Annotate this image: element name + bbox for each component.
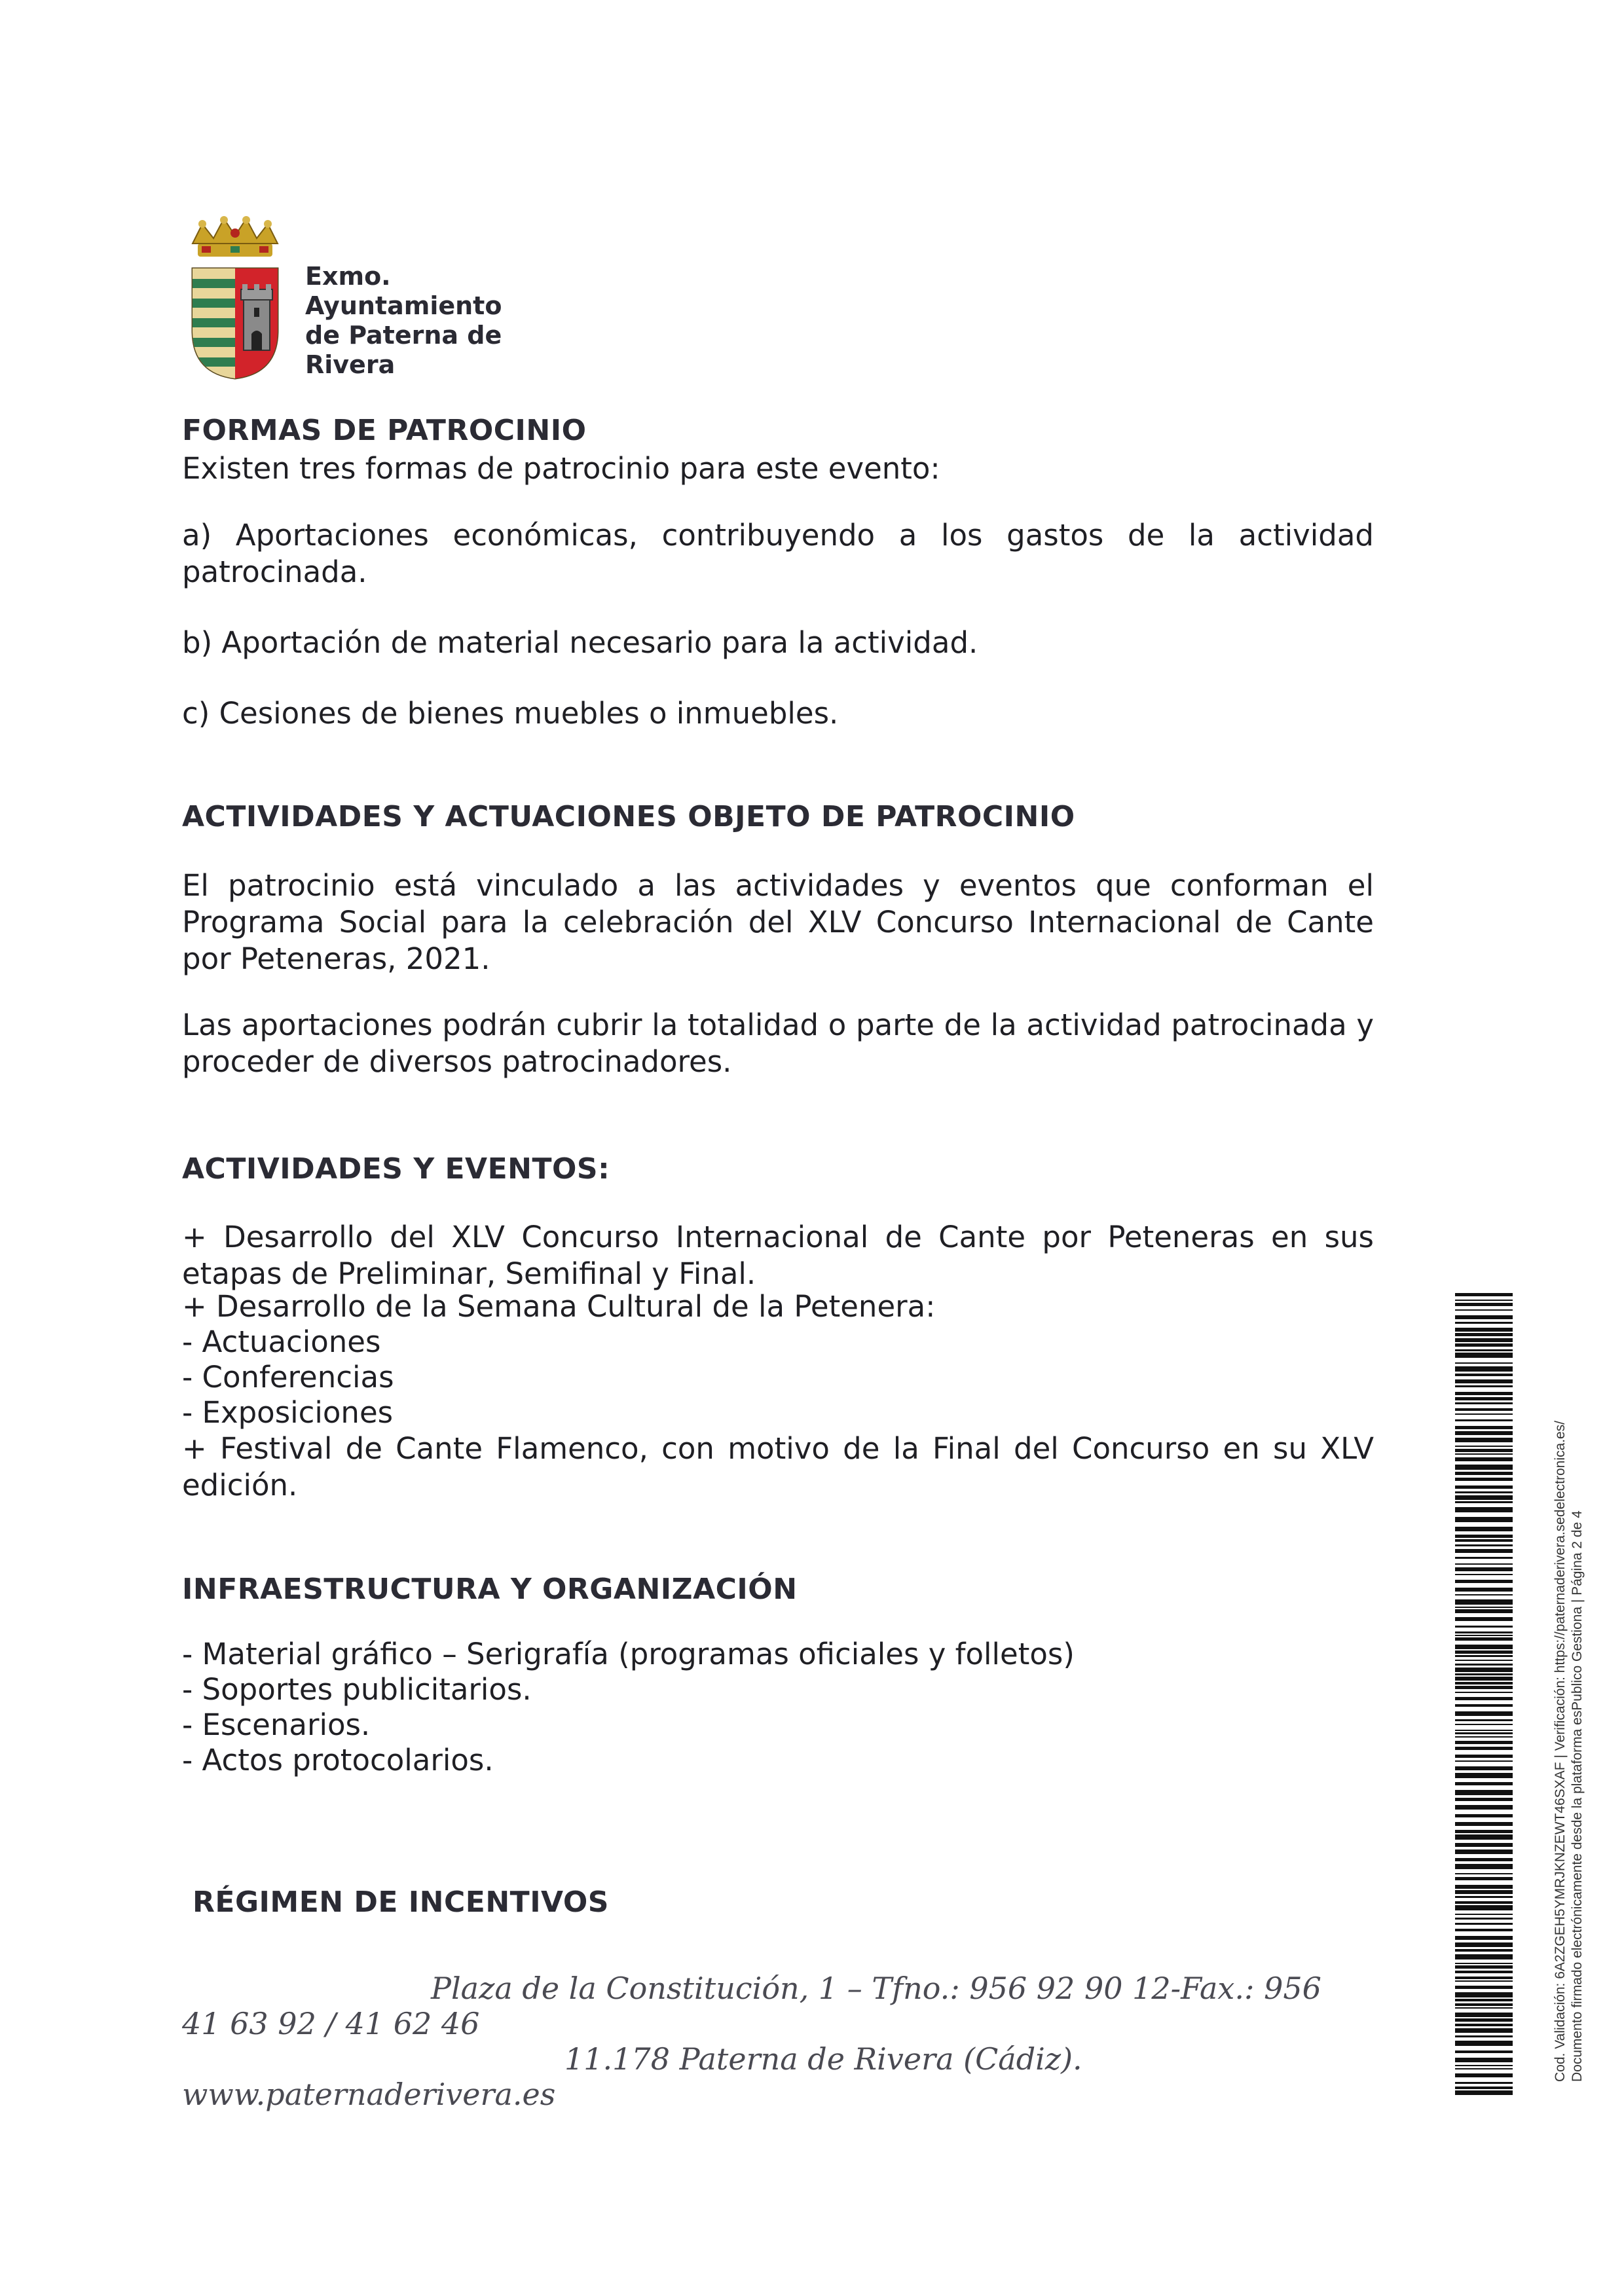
infra-item: - Escenarios. (182, 1707, 371, 1742)
eventos-sub-item: - Exposiciones (182, 1395, 394, 1430)
eventos-item-3: + Festival de Cante Flamenco, con motivo de la Final del Concurso en su XLV edición. (182, 1431, 1374, 1503)
actividades-objeto-paragraph-1: El patrocinio está vinculado a las actividades y eventos que conforman el Programa Social para la celebración del XLV Concurso Internacional de Cante por Peteneras, 2021. (182, 868, 1374, 976)
infra-item: - Soportes publicitarios. (182, 1672, 532, 1707)
org-line: Ayuntamiento (305, 291, 502, 320)
org-line: Exmo. (305, 262, 391, 291)
eventos-item-1: + Desarrollo del XLV Concurso Internacional de Cante por Peteneras en sus etapas de Preliminar, Semifinal y Final. (182, 1220, 1374, 1291)
eventos-sub-item: - Conferencias (182, 1360, 394, 1394)
footer-address-line: Plaza de la Constitución, 1 – Tfno.: 956 92 90 12-Fax.: 956 (431, 1971, 1321, 2006)
infra-item: - Actos protocolarios. (182, 1743, 494, 1777)
section-formas (182, 414, 1374, 486)
section-title-formas: FORMAS DE PATROCINIO (182, 414, 587, 447)
footer-fax-line: 41 63 92 / 41 62 46 (182, 2006, 480, 2041)
actividades-objeto-paragraph-2: Las aportaciones podrán cubrir la totalidad o parte de la actividad patrocinada y proceder de diversos patrocinadores. (182, 1008, 1374, 1079)
formas-item-b: b) Aportación de material necesario para la actividad. (182, 625, 978, 660)
footer-city-line: 11.178 Paterna de Rivera (Cádiz). (564, 2041, 1082, 2077)
eventos-sub-item: - Actuaciones (182, 1324, 381, 1359)
formas-intro: Existen tres formas de patrocinio para este evento: (182, 451, 940, 486)
formas-item-a: a) Aportaciones económicas, contribuyendo a los gastos de la actividad patrocinada. (182, 518, 1374, 589)
organization-name (305, 262, 528, 380)
validation-line: Cod. Validación: 6A2ZGEH5YMRJKNZEWT46SXAF | Verificación: https://paternaderivera.sedelectronica.es/ (1553, 1420, 1568, 2082)
section-title-infra: INFRAESTRUCTURA Y ORGANIZACIÓN (182, 1573, 798, 1606)
validation-stamp (1552, 1421, 1586, 2082)
section-title-regimen: RÉGIMEN DE INCENTIVOS (193, 1886, 609, 1919)
org-line: Rivera (305, 350, 396, 379)
formas-item-c: c) Cesiones de bienes muebles o inmuebles. (182, 696, 839, 731)
validation-line: Documento firmado electrónicamente desde la plataforma esPublico Gestiona | Página 2 de 4 (1570, 1510, 1585, 2082)
shield-icon (193, 268, 278, 380)
infra-item: - Material gráfico – Serigrafía (programas oficiales y folletos) (182, 1637, 1075, 1671)
org-line: de Paterna de (305, 321, 502, 350)
crown-icon (193, 216, 278, 257)
eventos-item-2: + Desarrollo de la Semana Cultural de la Petenera: (182, 1289, 936, 1324)
barcode-icon (1455, 1293, 1513, 2095)
coat-of-arms-logo (186, 216, 284, 380)
section-title-actividades-objeto: ACTIVIDADES Y ACTUACIONES OBJETO DE PATROCINIO (182, 800, 1075, 833)
footer-website-link[interactable]: www.paternaderivera.es (182, 2077, 556, 2112)
section-title-eventos: ACTIVIDADES Y EVENTOS: (182, 1152, 610, 1186)
